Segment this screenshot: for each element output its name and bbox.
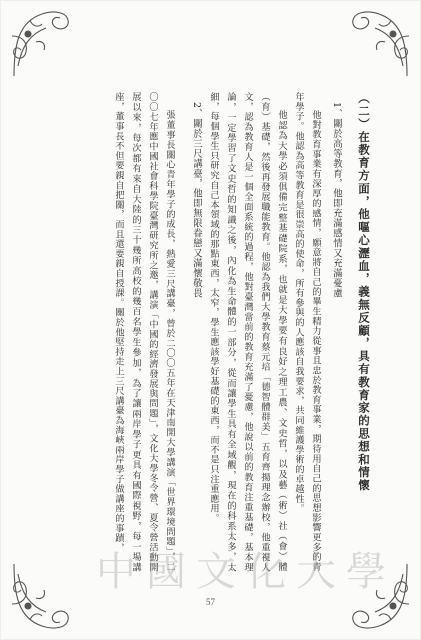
subsection-title-2: 2、關於三尺講臺，他即無限眷戀又滿懷敬畏 bbox=[191, 102, 202, 299]
paragraph-1: 他對教育事業有深厚的感情，願意將自己的畢生精力從事且忠於教育事業，期待用自己的思想影響更多的青年學子。他認為高等教育是很崇高的使命，所有參與的人應該自我要求，共同維護學術的卓越性。 bbox=[293, 92, 321, 572]
vertical-text-body bbox=[52, 92, 372, 572]
subsection-title-1: 1、關於高等教育，他即充滿感情又充滿憂慮 bbox=[331, 102, 342, 299]
watermark: 中國文化大學 bbox=[96, 549, 396, 595]
ornament-corner-top-right-icon bbox=[349, 6, 413, 80]
paragraph-3: 張董事長關心青年學子的成長，熱愛三尺講臺，曾於二〇〇五年在天津南開大學講演「世界環境問題」，二〇〇七年應中國社會科學院臺灣研究所之邀，講演「中國的經濟發展與問題」，文化大學冬令營、夏令營活動開展以來，每次都有來自大陸的三十幾所高校的幾百名學生參加，為了讓兩岸學子更具有國際視野，每一場講座，董事長不但要親自把關，而且還要親自授課。關於他堅持走上三尺講臺為海峽兩岸學子做講座的事蹟， bbox=[113, 92, 175, 572]
page-number: 57 bbox=[206, 597, 215, 607]
section-heading: （二）在教育方面，他嘔心瀝血，義無反顧，具有教育家的思想和情懷 bbox=[357, 92, 371, 492]
ornament-corner-top-left-icon bbox=[8, 6, 72, 80]
paragraph-2: 他認為大學必須俱備完整基礎院系，也就是大學要有良好之理工農、文史哲，以及藝（術）社（會）體（育）基礎，然後再發展職能教育。他認為我們大學教育蔡元培「德智體群美」五育齊揚理念辦校，他重視人文，認為教育人是一個全面系統的過程，他對臺灣當前的教育充滿了憂慮，他說以前的教育注重基礎，基本理論，一定學習了文史哲的知識之後，內化為生命體的一部分，從而讓學生具有全域觀，現在的科系太多，太細，每個學生只研究自己本領域的那點東西，太窄，學生應該學好基礎的東西，而不是只注重應用。 bbox=[208, 92, 287, 572]
